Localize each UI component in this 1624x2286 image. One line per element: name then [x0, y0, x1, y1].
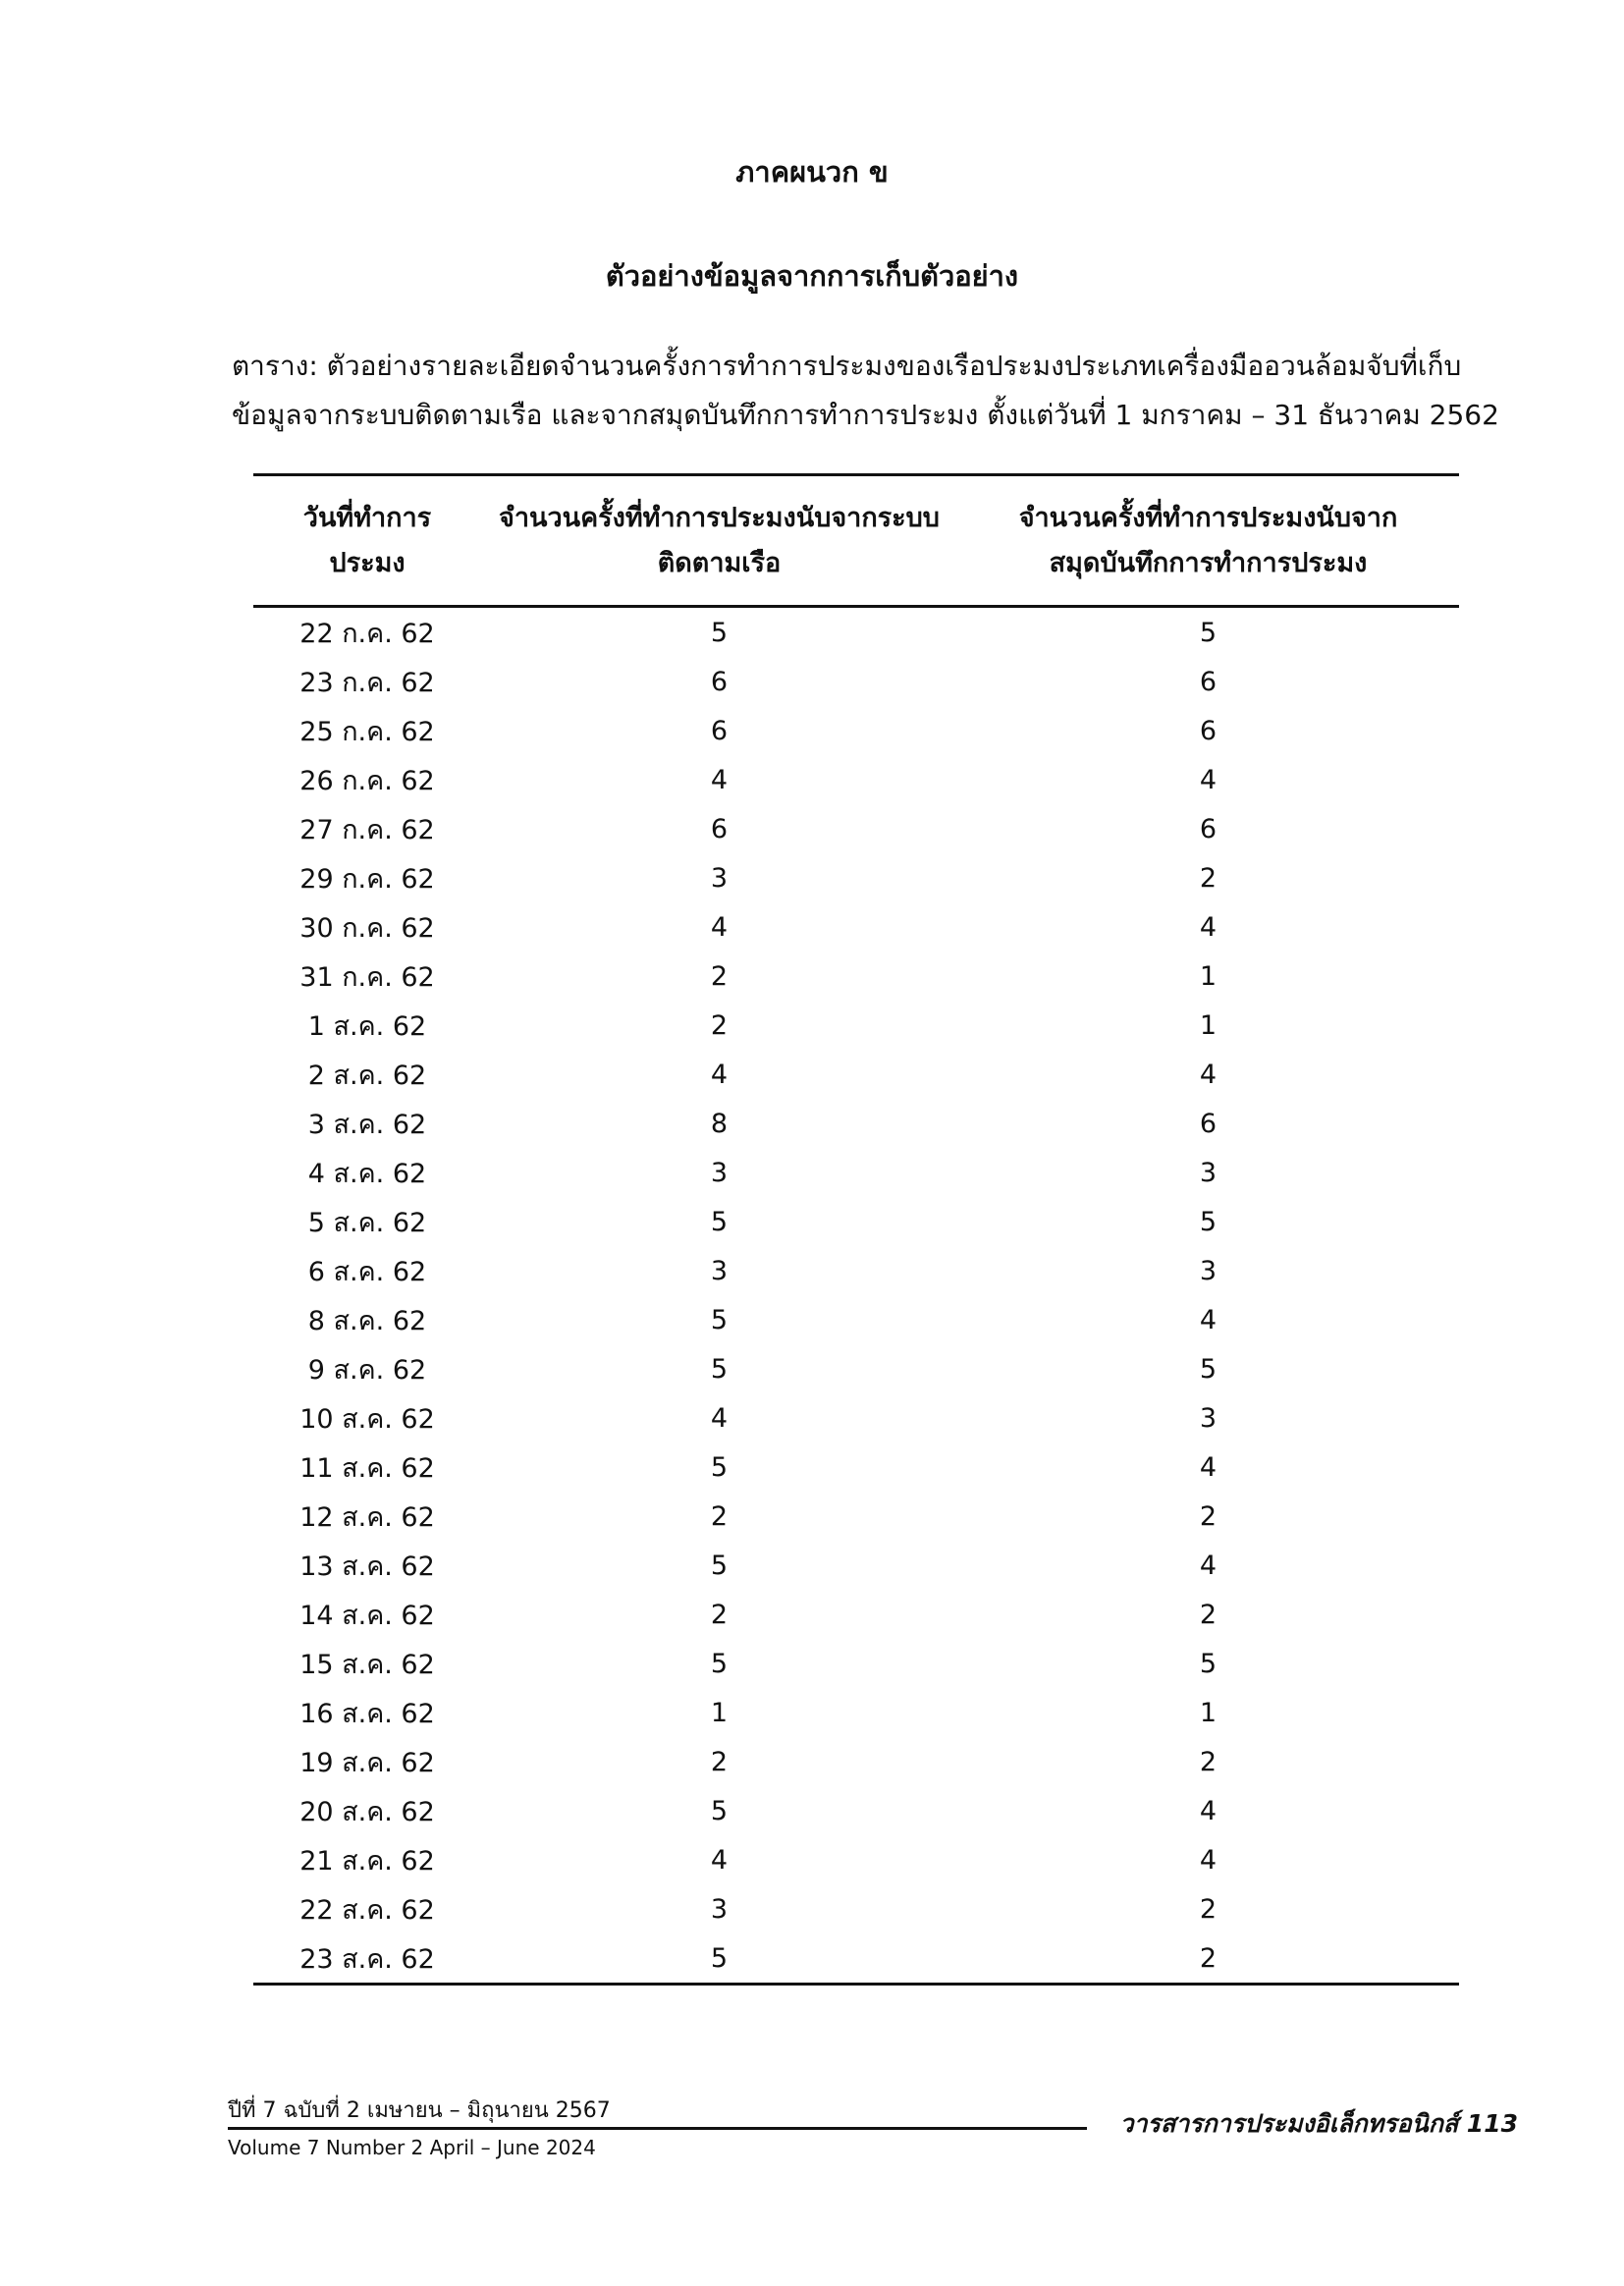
table-row [253, 1001, 1459, 1050]
cell-logbook-count: 3 [1199, 1255, 1218, 1286]
cell-vms-count: 5 [481, 1933, 957, 1985]
table-row [253, 1295, 1459, 1344]
cell-fishing-date: 3 ส.ค. 62 [307, 1109, 427, 1140]
section-title: ตัวอย่างข้อมูลจากการเก็บตัวอย่าง [605, 259, 1019, 293]
cell-logbook-count: 6 [1199, 715, 1218, 746]
cell-vms-count: 3 [710, 862, 729, 894]
cell-fishing-date: 16 ส.ค. 62 [299, 1698, 435, 1729]
cell-vms-count: 5 [710, 1550, 729, 1581]
cell-vms-count: 3 [710, 1255, 729, 1286]
appendix-title: ภาคผนวก ข [735, 155, 889, 189]
cell-vms-count: 2 [710, 1500, 729, 1532]
table-row [253, 1639, 1459, 1688]
cell-fishing-date: 26 ก.ค. 62 [299, 765, 435, 796]
footer-journal-title-page: วารสารการประมงอิเล็กทรอนิกส์ 113 [1119, 2109, 1518, 2138]
cell-vms-count: 4 [710, 911, 729, 943]
table-row [253, 1246, 1459, 1295]
cell-fishing-date: 30 ก.ค. 62 [299, 912, 435, 944]
cell-vms-count: 5 [710, 1648, 729, 1679]
cell-logbook-count: 5 [1199, 1206, 1218, 1237]
cell-fishing-date: 22 ส.ค. 62 [299, 1894, 435, 1926]
cell-vms-count: 6 [710, 715, 729, 746]
cell-fishing-date: 23 ก.ค. 62 [299, 667, 435, 698]
table-row [253, 1099, 1459, 1148]
cell-fishing-date: 8 ส.ค. 62 [307, 1305, 427, 1336]
cell-logbook-count: 5 [1199, 1353, 1218, 1385]
cell-fishing-date: 2 ส.ค. 62 [307, 1060, 427, 1091]
cell-fishing-date: 20 ส.ค. 62 [299, 1796, 435, 1827]
cell-fishing-date: 23 ส.ค. 62 [253, 1933, 481, 1985]
cell-fishing-date: 27 ก.ค. 62 [299, 814, 435, 845]
cell-logbook-count: 4 [1199, 1844, 1218, 1876]
cell-vms-count: 2 [710, 960, 729, 992]
footer-volume-english: Volume 7 Number 2 April – June 2024 [228, 2136, 596, 2159]
cell-vms-count: 5 [710, 1353, 729, 1385]
header-fishing-date-line-2: ประมง [329, 547, 406, 578]
cell-vms-count: 3 [710, 1157, 729, 1188]
cell-fishing-date: 4 ส.ค. 62 [307, 1158, 427, 1189]
cell-logbook-count: 4 [1199, 911, 1218, 943]
header-vms-count-line-1: จำนวนครั้งที่ทำการประมงนับจากระบบ [499, 502, 940, 533]
table-row [253, 1148, 1459, 1197]
cell-logbook-count: 4 [1199, 1795, 1218, 1826]
table-row [253, 1442, 1459, 1492]
footer-issue-thai: ปีที่ 7 ฉบับที่ 2 เมษายน – มิถุนายน 2567 [228, 2098, 611, 2123]
table-row [253, 607, 1459, 658]
table-row [253, 1933, 1459, 1985]
table-row [253, 1688, 1459, 1737]
cell-vms-count: 6 [710, 813, 729, 844]
cell-fishing-date: 14 ส.ค. 62 [299, 1600, 435, 1631]
cell-logbook-count: 6 [1199, 666, 1218, 697]
header-fishing-date-line-1: วันที่ทำการ [302, 502, 432, 533]
caption-line-2: ข้อมูลจากระบบติดตามเรือ และจากสมุดบันทึกการทำการประมง ตั้งแต่วันที่ 1 มกราคม – 31 ธันวาคม 2562 [232, 399, 1499, 431]
cell-fishing-date: 29 ก.ค. 62 [299, 863, 435, 895]
cell-logbook-count: 6 [1199, 1108, 1218, 1139]
cell-fishing-date: 13 ส.ค. 62 [299, 1551, 435, 1582]
cell-logbook-count: 3 [1199, 1157, 1218, 1188]
caption-line-1: ตาราง: ตัวอย่างรายละเอียดจำนวนครั้งการทำการประมงของเรือประมงประเภทเครื่องมืออวนล้อมจับที่เก็บ [232, 350, 1462, 382]
table-row [253, 1590, 1459, 1639]
table-row [253, 804, 1459, 853]
table-row [253, 706, 1459, 755]
table-row [253, 902, 1459, 952]
header-logbook-count-line-1: จำนวนครั้งที่ทำการประมงนับจาก [1018, 502, 1398, 533]
cell-logbook-count: 2 [1199, 1500, 1218, 1532]
cell-fishing-date: 21 ส.ค. 62 [299, 1845, 435, 1877]
cell-fishing-date: 9 ส.ค. 62 [307, 1354, 427, 1386]
table-row [253, 1492, 1459, 1541]
cell-vms-count: 2 [710, 1599, 729, 1630]
cell-logbook-count: 1 [1199, 1009, 1218, 1041]
cell-vms-count: 5 [710, 617, 729, 648]
cell-vms-count: 6 [710, 666, 729, 697]
cell-fishing-date: 12 ส.ค. 62 [299, 1501, 435, 1533]
cell-logbook-count: 6 [1199, 813, 1218, 844]
cell-logbook-count: 4 [1199, 1059, 1218, 1090]
cell-fishing-date: 25 ก.ค. 62 [299, 716, 435, 747]
cell-vms-count: 2 [710, 1009, 729, 1041]
table-row [253, 1344, 1459, 1393]
cell-fishing-date: 10 ส.ค. 62 [299, 1403, 435, 1435]
fishing-count-table [253, 473, 1459, 1986]
cell-fishing-date: 19 ส.ค. 62 [299, 1747, 435, 1778]
cell-logbook-count: 2 [957, 1933, 1459, 1985]
cell-logbook-count: 5 [1199, 617, 1218, 648]
table-row [253, 1050, 1459, 1099]
cell-logbook-count: 4 [1199, 1550, 1218, 1581]
header-logbook-count-line-2: สมุดบันทึกการทำการประมง [1049, 547, 1368, 578]
table-row [253, 1835, 1459, 1884]
table-row [253, 1541, 1459, 1590]
cell-logbook-count: 2 [1199, 862, 1218, 894]
cell-fishing-date: 22 ก.ค. 62 [299, 618, 435, 649]
table-row [253, 1737, 1459, 1786]
cell-vms-count: 8 [710, 1108, 729, 1139]
table-row [253, 853, 1459, 902]
cell-vms-count: 4 [710, 1844, 729, 1876]
cell-vms-count: 5 [710, 1206, 729, 1237]
cell-fishing-date: 15 ส.ค. 62 [299, 1649, 435, 1680]
cell-logbook-count: 2 [1199, 1746, 1218, 1777]
cell-logbook-count: 4 [1199, 764, 1218, 795]
cell-vms-count: 5 [710, 1451, 729, 1483]
header-logbook-count [957, 475, 1459, 607]
cell-logbook-count: 2 [1199, 1599, 1218, 1630]
cell-logbook-count: 4 [1199, 1304, 1218, 1335]
table-body [253, 607, 1459, 1985]
header-fishing-date [253, 475, 481, 607]
table-row [253, 1197, 1459, 1246]
cell-vms-count: 5 [710, 1304, 729, 1335]
cell-vms-count: 1 [710, 1697, 729, 1728]
header-vms-count-line-2: ติดตามเรือ [657, 547, 782, 578]
cell-logbook-count: 4 [1199, 1451, 1218, 1483]
cell-vms-count: 4 [710, 1059, 729, 1090]
table-header-row [253, 475, 1459, 607]
cell-vms-count: 4 [710, 1402, 729, 1434]
cell-fishing-date: 11 ส.ค. 62 [299, 1452, 435, 1484]
table-row [253, 952, 1459, 1001]
table-row [253, 755, 1459, 804]
table-row [253, 657, 1459, 706]
cell-logbook-count: 3 [1199, 1402, 1218, 1434]
cell-fishing-date: 6 ส.ค. 62 [307, 1256, 427, 1287]
cell-fishing-date: 31 ก.ค. 62 [299, 961, 435, 993]
table-row [253, 1884, 1459, 1933]
cell-vms-count: 4 [710, 764, 729, 795]
header-vms-count [481, 475, 957, 607]
cell-vms-count: 3 [710, 1893, 729, 1925]
cell-fishing-date: 5 ส.ค. 62 [307, 1207, 427, 1238]
cell-logbook-count: 5 [1199, 1648, 1218, 1679]
table-caption [232, 342, 1499, 440]
cell-vms-count: 5 [710, 1795, 729, 1826]
cell-logbook-count: 2 [1199, 1893, 1218, 1925]
table-row [253, 1786, 1459, 1835]
footer-divider [228, 2127, 1087, 2130]
cell-fishing-date: 1 ส.ค. 62 [307, 1010, 427, 1042]
cell-logbook-count: 1 [1199, 960, 1218, 992]
cell-logbook-count: 1 [1199, 1697, 1218, 1728]
table-row [253, 1393, 1459, 1442]
cell-vms-count: 2 [710, 1746, 729, 1777]
